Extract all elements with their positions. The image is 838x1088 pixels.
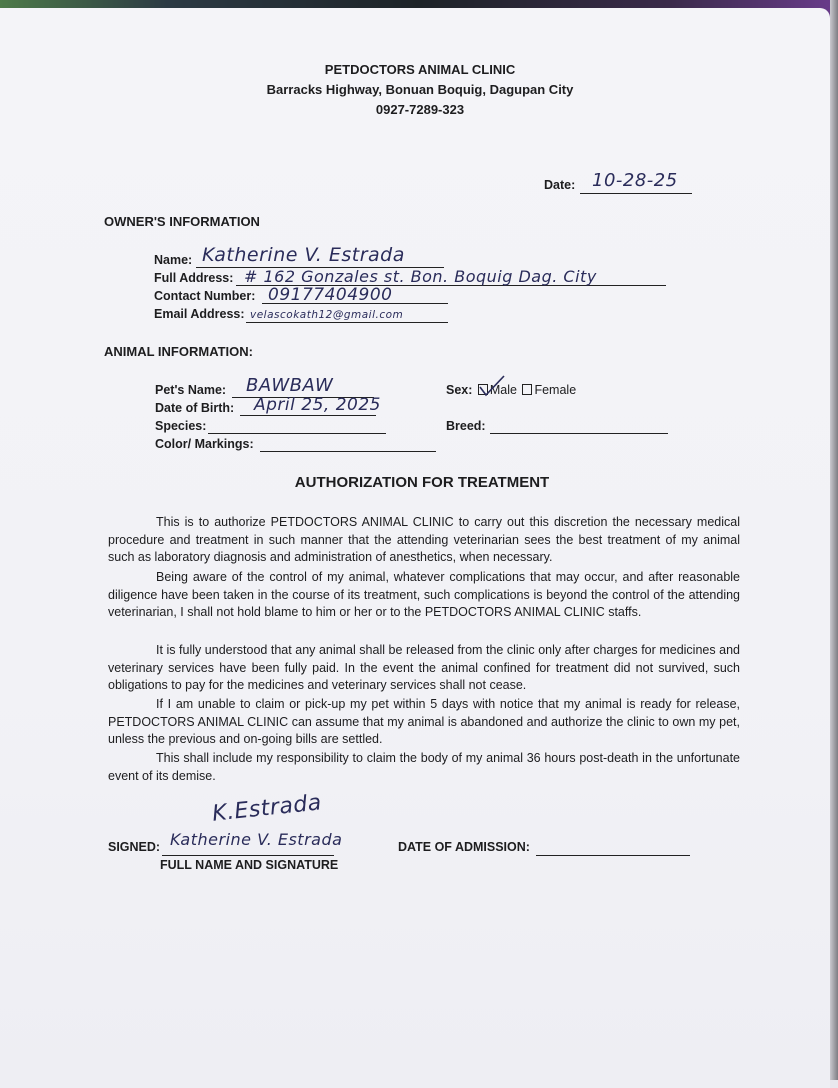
- male-checkmark-icon: [478, 374, 508, 398]
- owner-address-value: # 162 Gonzales st. Bon. Boquig Dag. City: [244, 267, 597, 286]
- sex-label: Sex:: [446, 383, 473, 397]
- breed-label: Breed:: [446, 419, 486, 433]
- owner-name-value: Katherine V. Estrada: [202, 244, 405, 266]
- admission-line: [536, 855, 690, 856]
- signature-mark: K.Estrada: [210, 790, 323, 827]
- signature-caption: FULL NAME AND SIGNATURE: [160, 858, 339, 872]
- owner-name-label: Name:: [154, 253, 193, 267]
- owner-section-title: OWNER'S INFORMATION: [104, 214, 260, 229]
- owner-contact-label: Contact Number:: [154, 289, 256, 303]
- photo-right-edge: [830, 0, 838, 1080]
- clinic-name: PETDOCTORS ANIMAL CLINIC: [324, 62, 516, 77]
- owner-email-line: [246, 322, 448, 323]
- signed-line: [162, 855, 334, 856]
- dob-value: April 25, 2025: [254, 395, 381, 415]
- owner-email-value: velascokath12@gmail.com: [250, 309, 404, 321]
- species-line: [208, 433, 386, 434]
- pet-name-value: BAWBAW: [246, 375, 334, 396]
- authorization-paragraph-1: This is to authorize PETDOCTORS ANIMAL CLINIC to carry out this discretion the necessary medical procedure and treatment in such manner that the attending veterinarian sees the best treatment of my animal such as laboratory diagnosis and administration of anesthetics, when necessary.: [108, 515, 740, 564]
- female-option: Female: [534, 383, 577, 397]
- authorization-paragraph-2: Being aware of the control of my animal, whatever complications that may occur, and after reasonable diligence have been taken in the course of its treatment, such complications is beyond the control of the attending veterinarian, I shall not hold blame to him or her or to the PETDOCTORS ANIMAL CLINIC staffs.: [108, 570, 740, 619]
- female-checkbox[interactable]: [522, 384, 532, 395]
- breed-line: [490, 433, 668, 434]
- owner-email-label: Email Address:: [154, 307, 245, 321]
- owner-address-label: Full Address:: [154, 271, 234, 285]
- authorization-title: AUTHORIZATION FOR TREATMENT: [294, 474, 550, 491]
- clinic-phone: 0927-7289-323: [375, 102, 465, 117]
- color-label: Color/ Markings:: [155, 437, 254, 451]
- signed-name: Katherine V. Estrada: [170, 830, 343, 849]
- male-option: Male: [489, 383, 517, 397]
- signed-label: SIGNED:: [108, 840, 161, 854]
- date-label: Date:: [544, 178, 576, 192]
- color-line: [260, 451, 436, 452]
- authorization-paragraph-3: It is fully understood that any animal shall be released from the clinic only after charges for medicines and veterinary services have been fully paid. In the event the animal confined for treatment did not survived, such obligations to pay for the medicines and veterinary services shall not cease.: [108, 643, 740, 692]
- pet-name-label: Pet's Name:: [155, 383, 227, 397]
- date-value: 10-28-25: [592, 170, 678, 191]
- sex-field: [446, 383, 576, 397]
- authorization-paragraph-5: This shall include my responsibility to claim the body of my animal 36 hours post-death in the unfortunate event of its demise.: [108, 751, 740, 783]
- animal-section-title: ANIMAL INFORMATION:: [104, 344, 253, 359]
- dob-line: [240, 415, 376, 416]
- species-label: Species:: [155, 419, 207, 433]
- admission-label: DATE OF ADMISSION:: [398, 840, 530, 854]
- date-line: [580, 193, 692, 194]
- authorization-paragraph-4: If I am unable to claim or pick-up my pet within 5 days with notice that my animal is ready for release, PETDOCTORS ANIMAL CLINIC can assume that my animal is abandoned and authorize the clinic to own my pet, unless the previous and on-going bills are settled.: [108, 697, 740, 746]
- owner-contact-value: 09177404900: [268, 285, 393, 305]
- dob-label: Date of Birth:: [155, 401, 235, 415]
- clinic-address: Barracks Highway, Bonuan Boquig, Dagupan City: [266, 82, 574, 97]
